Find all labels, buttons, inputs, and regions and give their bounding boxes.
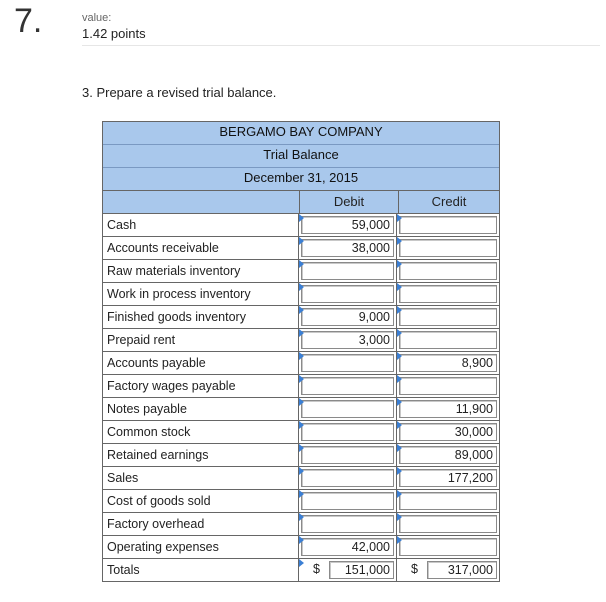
account-name-dropdown[interactable]: Accounts payable: [103, 352, 299, 374]
debit-cell: [299, 260, 397, 282]
dropdown-marker-icon[interactable]: [397, 283, 402, 291]
debit-input[interactable]: [301, 492, 394, 510]
credit-input[interactable]: 89,000: [399, 446, 497, 464]
totals-credit-input[interactable]: 317,000: [427, 561, 497, 579]
statement-date: December 31, 2015: [103, 168, 499, 191]
credit-cell: [397, 513, 499, 535]
dropdown-marker-icon[interactable]: [397, 375, 402, 383]
debit-cell: [299, 237, 397, 259]
debit-input[interactable]: [301, 446, 394, 464]
debit-input[interactable]: [301, 515, 394, 533]
debit-cell: [299, 421, 397, 443]
dropdown-marker-icon[interactable]: [397, 490, 402, 498]
credit-currency-symbol: $: [411, 562, 418, 576]
credit-column-header: Credit: [431, 194, 467, 209]
table-row: [103, 421, 499, 444]
dropdown-marker-icon[interactable]: [397, 421, 402, 429]
debit-cell: [299, 490, 397, 512]
credit-input[interactable]: 11,900: [399, 400, 497, 418]
debit-input[interactable]: [301, 423, 394, 441]
dropdown-marker-icon[interactable]: [299, 260, 304, 268]
dropdown-marker-icon[interactable]: [299, 398, 304, 406]
debit-input[interactable]: 9,000: [301, 308, 394, 326]
company-name: BERGAMO BAY COMPANY: [103, 122, 499, 145]
table-row: [103, 444, 499, 467]
debit-cell: [299, 306, 397, 328]
table-row: [103, 283, 499, 306]
debit-cell: [299, 375, 397, 397]
table-row: [103, 214, 499, 237]
account-name-dropdown[interactable]: Operating expenses: [103, 536, 299, 558]
table-row: [103, 306, 499, 329]
credit-cell: [397, 237, 499, 259]
table-row: [103, 375, 499, 398]
totals-row: [103, 558, 499, 581]
credit-cell: [397, 306, 499, 328]
dropdown-marker-icon[interactable]: [299, 214, 304, 222]
dropdown-marker-icon[interactable]: [397, 467, 402, 475]
credit-input[interactable]: [399, 239, 497, 257]
credit-input[interactable]: [399, 538, 497, 556]
account-name-dropdown[interactable]: Raw materials inventory: [103, 260, 299, 282]
credit-input[interactable]: [399, 377, 497, 395]
credit-input[interactable]: [399, 216, 497, 234]
question-number: 7.: [14, 2, 43, 40]
totals-debit-input[interactable]: 151,000: [329, 561, 394, 579]
credit-cell: [397, 398, 499, 420]
credit-input[interactable]: 177,200: [399, 469, 497, 487]
dropdown-marker-icon[interactable]: [397, 214, 402, 222]
credit-cell: [397, 214, 499, 236]
dropdown-marker-icon[interactable]: [299, 306, 304, 314]
credit-cell: [397, 283, 499, 305]
dropdown-marker-icon[interactable]: [299, 490, 304, 498]
dropdown-marker-icon[interactable]: [397, 513, 402, 521]
table-row: [103, 260, 499, 283]
credit-cell: [397, 421, 499, 443]
table-row: [103, 352, 499, 375]
dropdown-marker-icon[interactable]: [299, 352, 304, 360]
credit-cell: [397, 490, 499, 512]
debit-cell: [299, 467, 397, 489]
dropdown-marker-icon[interactable]: [299, 467, 304, 475]
totals-credit-cell: [397, 559, 499, 581]
credit-input[interactable]: [399, 515, 497, 533]
debit-input[interactable]: 59,000: [301, 216, 394, 234]
dropdown-marker-icon[interactable]: [299, 375, 304, 383]
debit-input[interactable]: [301, 377, 394, 395]
account-name-dropdown[interactable]: Retained earnings: [103, 444, 299, 466]
table-row: [103, 329, 499, 352]
debit-input[interactable]: [301, 285, 394, 303]
account-column-header: [103, 191, 300, 213]
credit-cell: [397, 352, 499, 374]
debit-input[interactable]: 3,000: [301, 331, 394, 349]
dropdown-marker-icon[interactable]: [299, 536, 304, 544]
table-row: [103, 536, 499, 558]
debit-cell: [299, 398, 397, 420]
column-header-row: [103, 191, 499, 214]
credit-input[interactable]: [399, 285, 497, 303]
table-row: [103, 398, 499, 421]
account-name-dropdown[interactable]: Accounts receivable: [103, 237, 299, 259]
dropdown-marker-icon[interactable]: [397, 237, 402, 245]
account-name-dropdown[interactable]: Factory overhead: [103, 513, 299, 535]
account-name-dropdown[interactable]: Notes payable: [103, 398, 299, 420]
totals-debit-cell: [299, 559, 397, 581]
trial-balance-table: [102, 121, 500, 582]
dropdown-marker-icon[interactable]: [397, 444, 402, 452]
dropdown-marker-icon[interactable]: [397, 329, 402, 337]
account-name-dropdown[interactable]: Work in process inventory: [103, 283, 299, 305]
debit-input[interactable]: 42,000: [301, 538, 394, 556]
points-value: 1.42 points: [82, 26, 146, 41]
statement-title: Trial Balance: [103, 145, 499, 168]
account-name-dropdown[interactable]: Prepaid rent: [103, 329, 299, 351]
dropdown-marker-icon[interactable]: [299, 283, 304, 291]
debit-column-header: Debit: [300, 191, 399, 213]
dropdown-marker-icon[interactable]: [397, 536, 402, 544]
value-label: value:: [82, 12, 112, 24]
dropdown-marker-icon[interactable]: [299, 237, 304, 245]
account-name-dropdown[interactable]: Common stock: [103, 421, 299, 443]
totals-label: Totals: [103, 559, 299, 581]
credit-cell: [397, 444, 499, 466]
debit-cell: [299, 283, 397, 305]
table-row: [103, 513, 499, 536]
debit-input[interactable]: 38,000: [301, 239, 394, 257]
dropdown-marker-icon[interactable]: [397, 260, 402, 268]
credit-input[interactable]: [399, 308, 497, 326]
debit-cell: [299, 513, 397, 535]
credit-input[interactable]: 30,000: [399, 423, 497, 441]
credit-cell: [397, 375, 499, 397]
debit-cell: [299, 214, 397, 236]
debit-currency-symbol: $: [313, 562, 320, 576]
account-name-dropdown[interactable]: Cost of goods sold: [103, 490, 299, 512]
dropdown-marker-icon[interactable]: [299, 329, 304, 337]
question-meta: [82, 12, 146, 41]
divider: [82, 45, 600, 46]
dropdown-marker-icon[interactable]: [397, 306, 402, 314]
dropdown-marker-icon[interactable]: [299, 421, 304, 429]
dropdown-marker-icon[interactable]: [397, 352, 402, 360]
credit-input[interactable]: [399, 331, 497, 349]
account-rows: [103, 214, 499, 558]
dropdown-marker-icon[interactable]: [397, 398, 402, 406]
debit-input[interactable]: [301, 400, 394, 418]
debit-input[interactable]: [301, 262, 394, 280]
question-prompt: 3. Prepare a revised trial balance.: [82, 85, 277, 100]
table-row: [103, 467, 499, 490]
debit-input[interactable]: [301, 354, 394, 372]
credit-input[interactable]: [399, 492, 497, 510]
dropdown-marker-icon[interactable]: [299, 513, 304, 521]
table-row: [103, 490, 499, 513]
account-name-dropdown[interactable]: Sales: [103, 467, 299, 489]
credit-cell: [397, 536, 499, 558]
account-name-dropdown[interactable]: Cash: [103, 214, 299, 236]
debit-cell: [299, 536, 397, 558]
credit-input[interactable]: 8,900: [399, 354, 497, 372]
debit-input[interactable]: [301, 469, 394, 487]
account-name-dropdown[interactable]: Factory wages payable: [103, 375, 299, 397]
credit-cell: [397, 260, 499, 282]
credit-cell: [397, 467, 499, 489]
credit-input[interactable]: [399, 262, 497, 280]
dropdown-marker-icon[interactable]: [299, 559, 304, 567]
credit-cell: [397, 329, 499, 351]
debit-cell: [299, 352, 397, 374]
debit-cell: [299, 444, 397, 466]
account-name-dropdown[interactable]: Finished goods inventory: [103, 306, 299, 328]
debit-cell: [299, 329, 397, 351]
table-row: [103, 237, 499, 260]
dropdown-marker-icon[interactable]: [299, 444, 304, 452]
